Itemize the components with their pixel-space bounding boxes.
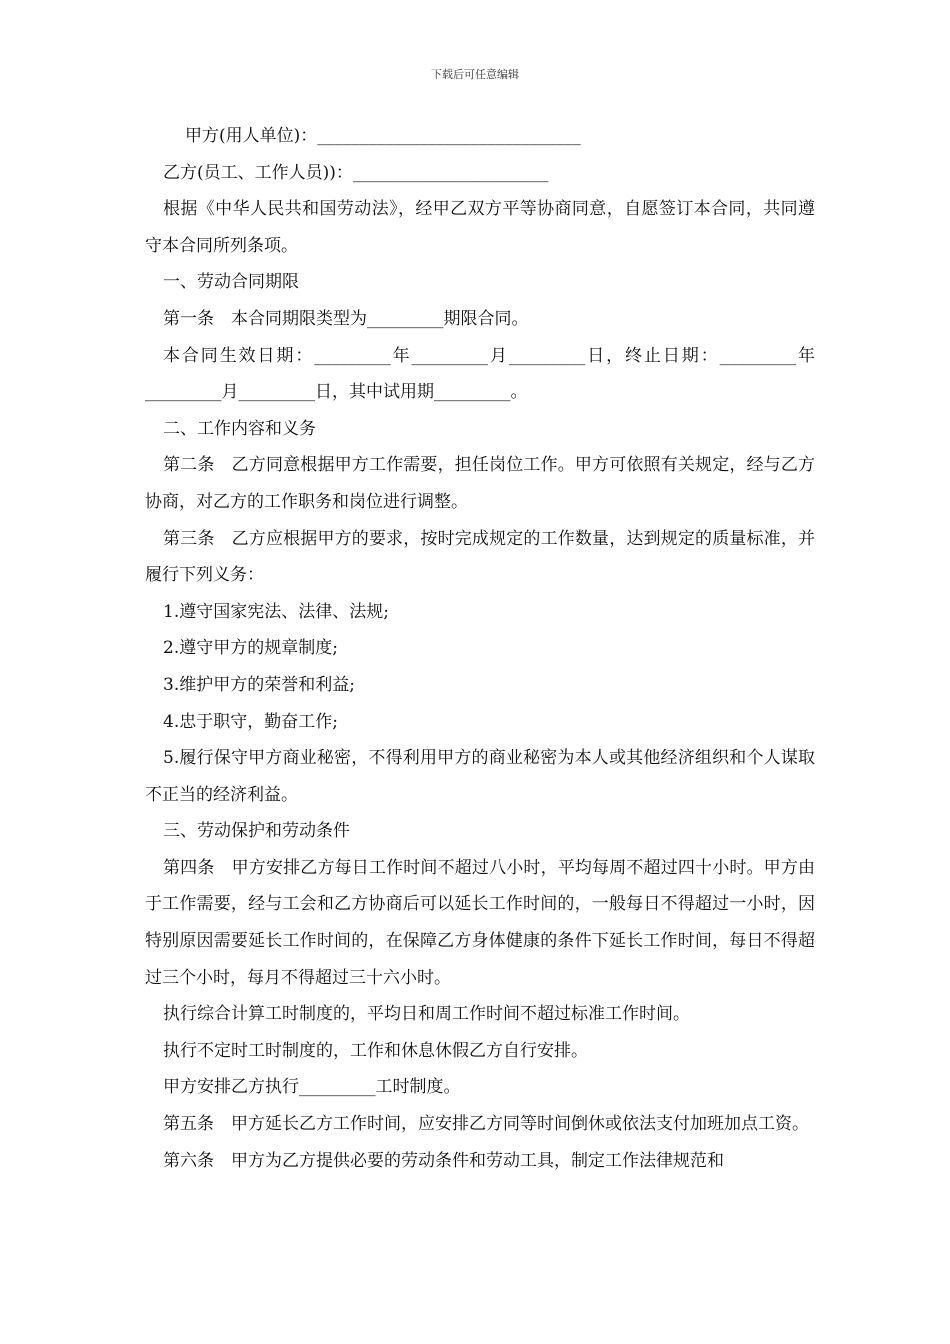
article-2: 第二条 乙方同意根据甲方工作需要，担任岗位工作。甲方可依照有关规定，经与乙方协商，对乙方的工作职务和岗位进行调整。 [145, 455, 815, 512]
working-hours-system-line: 甲方安排乙方执行_________工时制度。 [163, 1077, 461, 1098]
page-header-note: 下载后可任意编辑 [431, 68, 519, 81]
article-3: 第三条 乙方应根据甲方的要求，按时完成规定的工作数量，达到规定的质量标准，并履行下列义务： [145, 528, 815, 586]
preamble-paragraph: 根据《中华人民共和国劳动法》，经甲乙双方平等协商同意，自愿签订本合同，共同遵守本合同所列条项。 [145, 199, 815, 256]
obligation-item-2: 2.遵守甲方的规章制度; [163, 638, 338, 659]
effective-date-paragraph: 本合同生效日期：_________年_________月_________日，终止日期：_________年_________月_________日，其中试用期_________。 [145, 345, 815, 403]
article-6: 第六条 甲方为乙方提供必要的劳动条件和劳动工具，制定工作法律规范和 [163, 1150, 724, 1171]
article-4: 第四条 甲方安排乙方每日工作时间不超过八小时，平均每周不超过四十小时。甲方由于工作需要，经与工会和乙方协商后可以延长工作时间的，一般每日不得超过一小时，因特别原因需要延长工作时间的，在保障乙方身体健康的条件下延长工作时间，每日不得超过三个小时，每月不得超过三十六小时。 [145, 857, 815, 988]
obligation-item-4: 4.忠于职守，勤奋工作; [163, 711, 338, 732]
flexible-hours-paragraph: 执行不定时工时制度的，工作和休息休假乙方自行安排。 [163, 1040, 588, 1061]
obligation-item-5: 5.履行保守甲方商业秘密，不得利用甲方的商业秘密为本人或其他经济组织和个人谋取不正当的经济利益。 [145, 748, 815, 805]
contract-body [145, 118, 815, 1179]
party-a-line: 甲方(用人单位)：_______________________________ [185, 126, 581, 146]
comprehensive-hours-paragraph: 执行综合计算工时制度的，平均日和周工作时间不超过标准工作时间。 [163, 1004, 690, 1025]
section-heading-3: 三、劳动保护和劳动条件 [163, 821, 350, 842]
obligation-item-3: 3.维护甲方的荣誉和利益; [163, 674, 355, 695]
party-b-line: 乙方(员工、工作人员))：_______________________ [163, 162, 549, 183]
article-5: 第五条 甲方延长乙方工作时间，应安排乙方同等时间倒休或依法支付加班加点工资。 [163, 1114, 809, 1135]
article-1: 第一条 本合同期限类型为_________期限合同。 [163, 308, 529, 329]
obligation-item-1: 1.遵守国家宪法、法律、法规; [163, 601, 389, 622]
section-heading-2: 二、工作内容和义务 [163, 418, 316, 439]
section-heading-1: 一、劳动合同期限 [163, 272, 299, 293]
